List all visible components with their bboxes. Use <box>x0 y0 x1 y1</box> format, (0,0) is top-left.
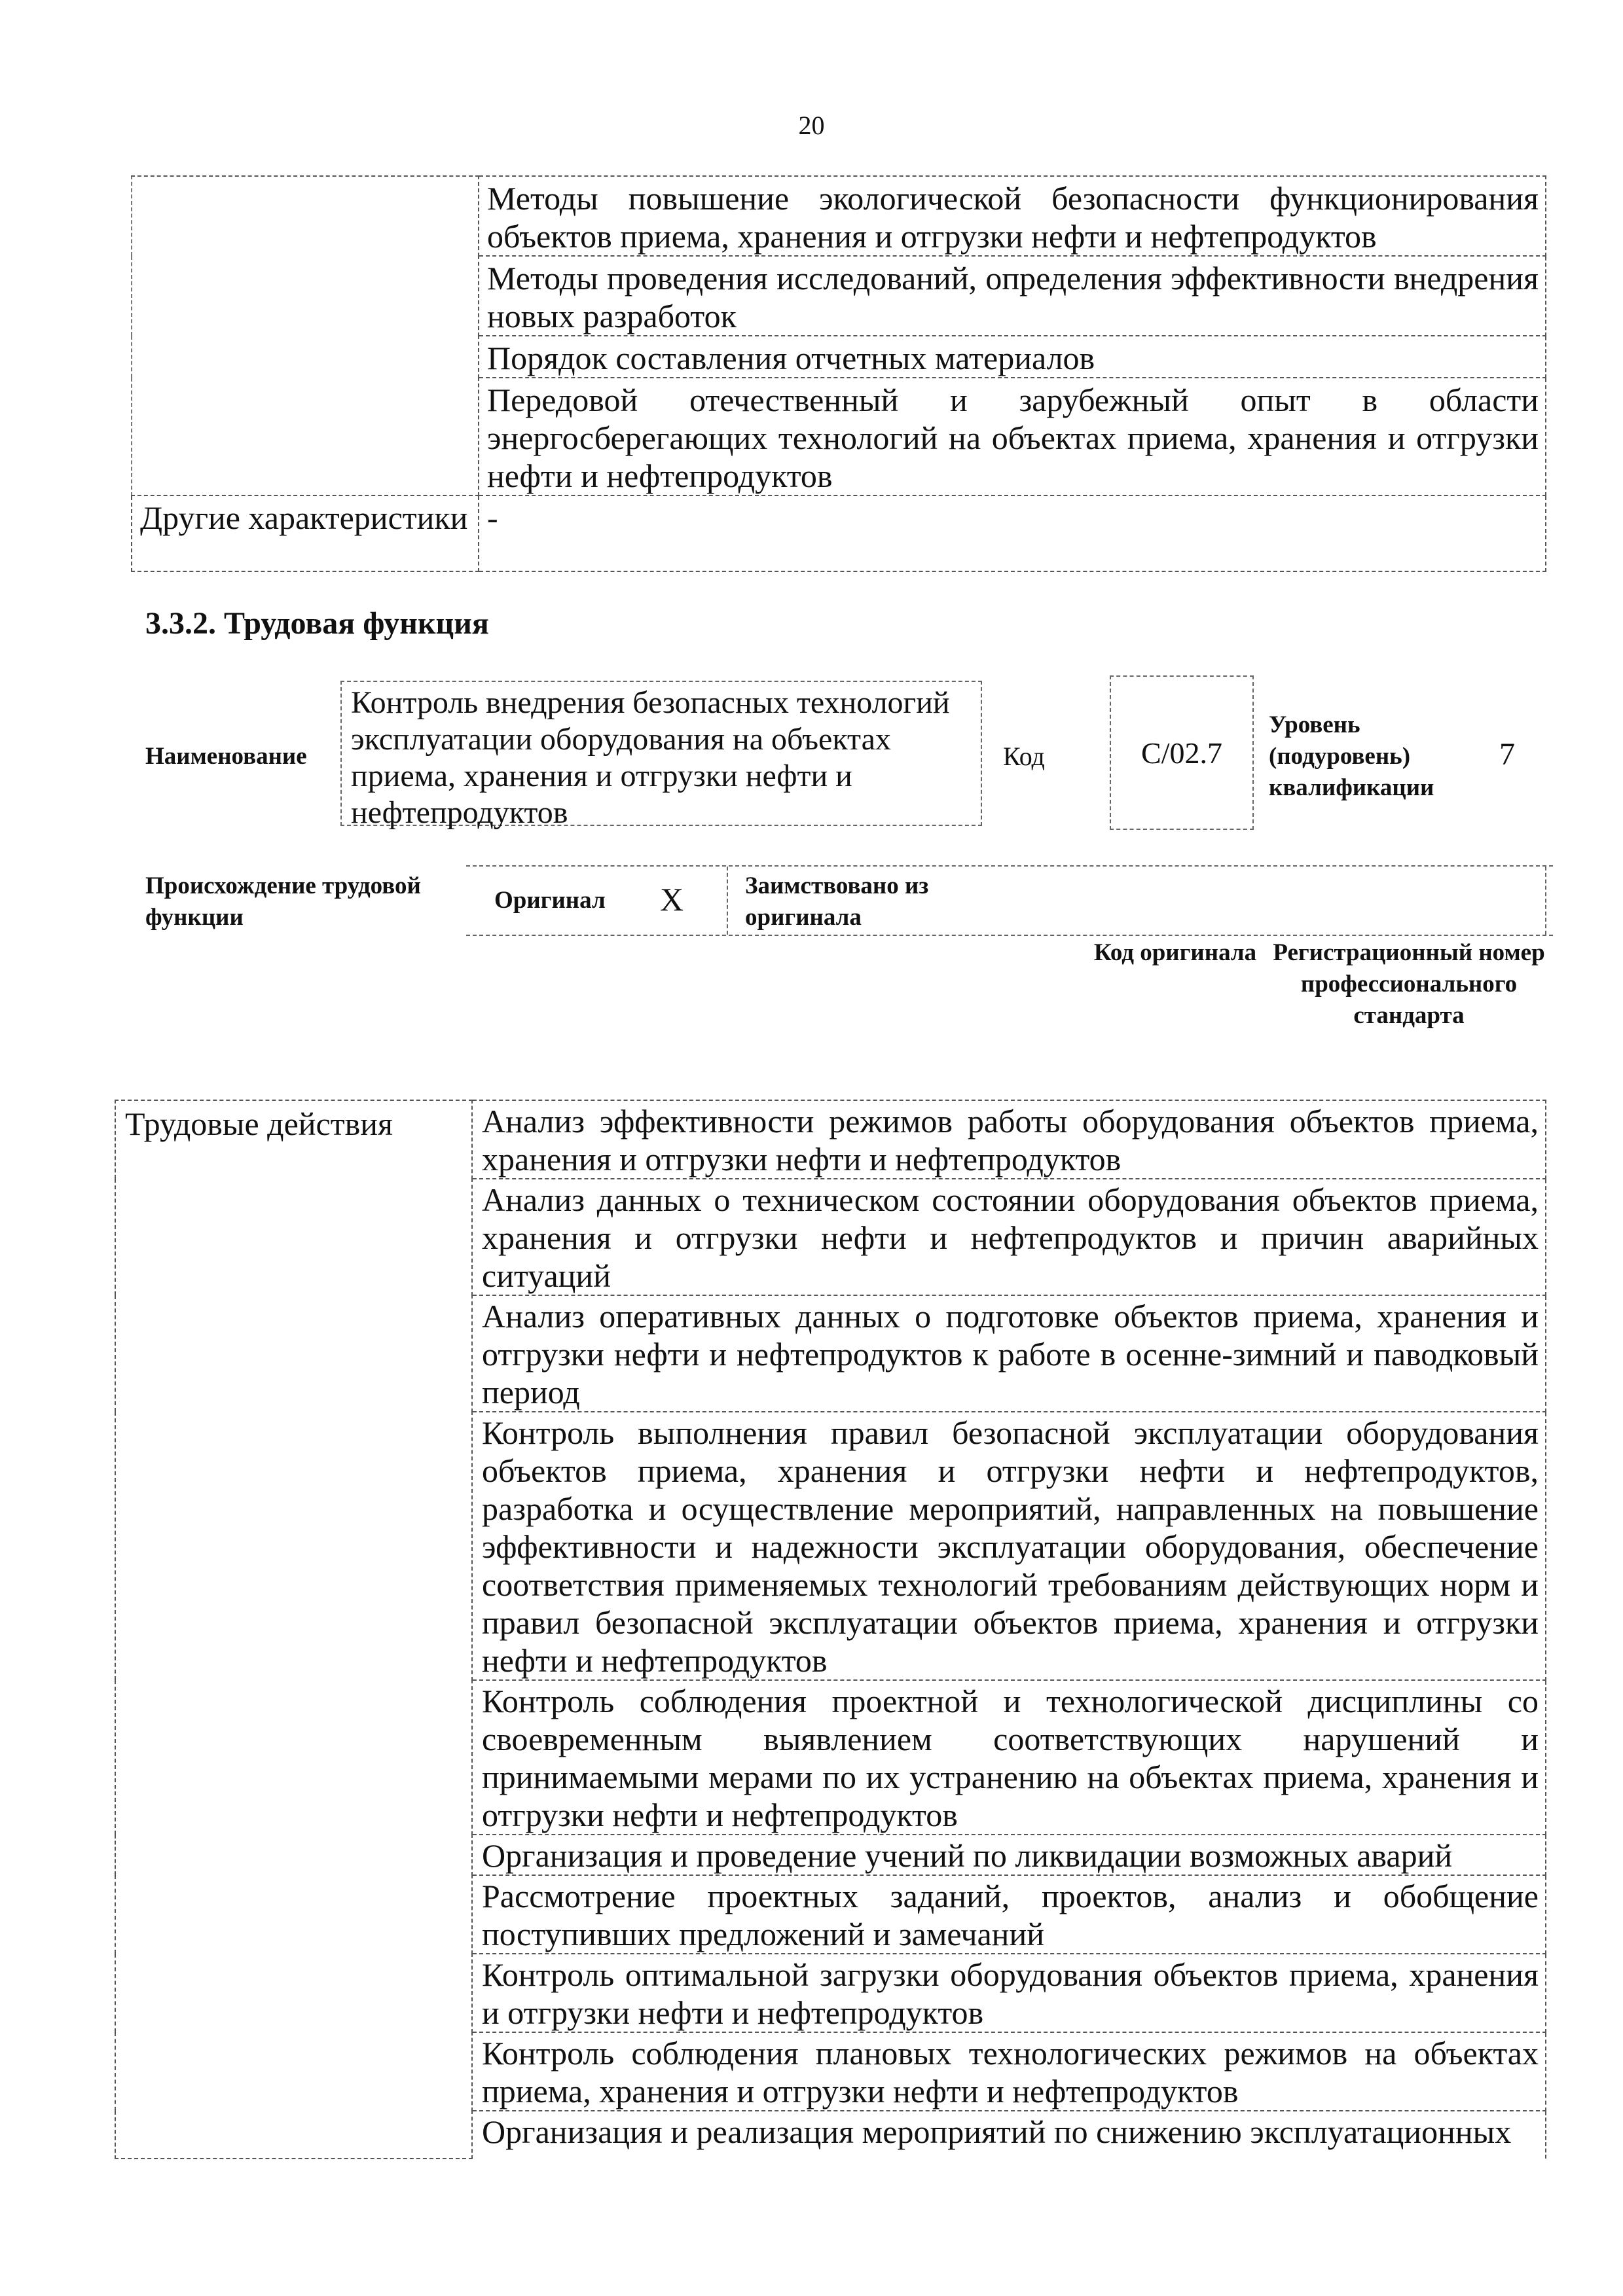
table-row <box>132 176 1546 256</box>
original-label: Оригинал <box>494 887 606 914</box>
table-cell: Организация и реализация мероприятий по снижению эксплуатационных <box>472 2111 1546 2159</box>
original-mark: X <box>660 881 684 918</box>
table-cell: Контроль соблюдения проектной и технологической дисциплины со своевременным выявлением соответствующих нарушений и принимаемыми мерами по их устранению на объектах приема, хранения и отгрузки нефти и нефтепродуктов <box>472 1680 1546 1835</box>
table-row <box>132 495 1546 571</box>
table-cell: Анализ данных о техническом состоянии оборудования объектов приема, хранения и отгрузки нефти и нефтепродуктов и причин аварийных ситуаций <box>472 1179 1546 1295</box>
other-characteristics-value: - <box>479 495 1546 571</box>
knowledge-table <box>131 175 1546 572</box>
code-label: Код <box>1003 742 1045 771</box>
table-cell: Передовой отечественный и зарубежный опыт в области энергосберегающих технологий на объектах приема, хранения и отгрузки нефти и нефтепродуктов <box>479 378 1546 495</box>
labor-actions-label: Трудовые действия <box>115 1100 472 2159</box>
registration-number-caption: Регистрационный номер профессионального стандарта <box>1273 939 1545 1029</box>
table-cell: Контроль выполнения правил безопасной эксплуатации оборудования объектов приема, хранения и отгрузки нефти и нефтепродуктов, разработка и осуществление мероприятий, направленных на повышение эффективности и надежности эксплуатации оборудования, обеспечение соответствия применяемых технологий требованиям действующих норм и правил безопасной эксплуатации объектов приема, хранения и отгрузки нефти и нефтепродуктов <box>472 1412 1546 1680</box>
section-heading: 3.3.2. Трудовая функция <box>145 606 489 641</box>
level-label: Уровень (подуровень) квалификации <box>1269 711 1434 801</box>
empty-label-cell <box>132 176 479 495</box>
code-original-caption: Код оригинала <box>1093 939 1257 966</box>
code-value: С/02.7 <box>1141 736 1222 770</box>
name-label: Наименование <box>145 743 307 770</box>
table-cell: Рассмотрение проектных заданий, проектов, анализ и обобщение поступивших предложений и замечаний <box>472 1875 1546 1954</box>
table-cell: Методы проведения исследований, определения эффективности внедрения новых разработок <box>479 256 1546 336</box>
table-cell: Организация и проведение учений по ликвидации возможных аварий <box>472 1835 1546 1875</box>
level-value: 7 <box>1499 737 1515 772</box>
table-row <box>115 1100 1546 1179</box>
table-cell: Методы повышение экологической безопасности функционирования объектов приема, хранения и отгрузки нефти и нефтепродуктов <box>479 176 1546 256</box>
table-cell: Анализ оперативных данных о подготовке объектов приема, хранения и отгрузки нефти и нефтепродуктов к работе в осенне-зимний и паводковый период <box>472 1295 1546 1412</box>
page-number: 20 <box>798 111 825 140</box>
borrowed-label: Заимствовано из оригинала <box>745 872 929 931</box>
table-cell: Анализ эффективности режимов работы оборудования объектов приема, хранения и отгрузки нефти и нефтепродуктов <box>472 1100 1546 1179</box>
other-characteristics-label: Другие характеристики <box>132 495 479 571</box>
table-cell: Контроль соблюдения плановых технологических режимов на объектах приема, хранения и отгрузки нефти и нефтепродуктов <box>472 2032 1546 2111</box>
labor-actions-table <box>115 1100 1546 2159</box>
table-cell: Контроль оптимальной загрузки оборудования объектов приема, хранения и отгрузки нефти и нефтепродуктов <box>472 1954 1546 2032</box>
function-name-box: Контроль внедрения безопасных технологий эксплуатации оборудования на объектах приема, хранения и отгрузки нефти и нефтепродуктов <box>340 681 982 826</box>
origin-label: Происхождение трудовой функции <box>145 872 421 931</box>
table-cell: Порядок составления отчетных материалов <box>479 336 1546 378</box>
origin-row <box>466 865 1553 936</box>
code-box <box>1110 675 1254 830</box>
